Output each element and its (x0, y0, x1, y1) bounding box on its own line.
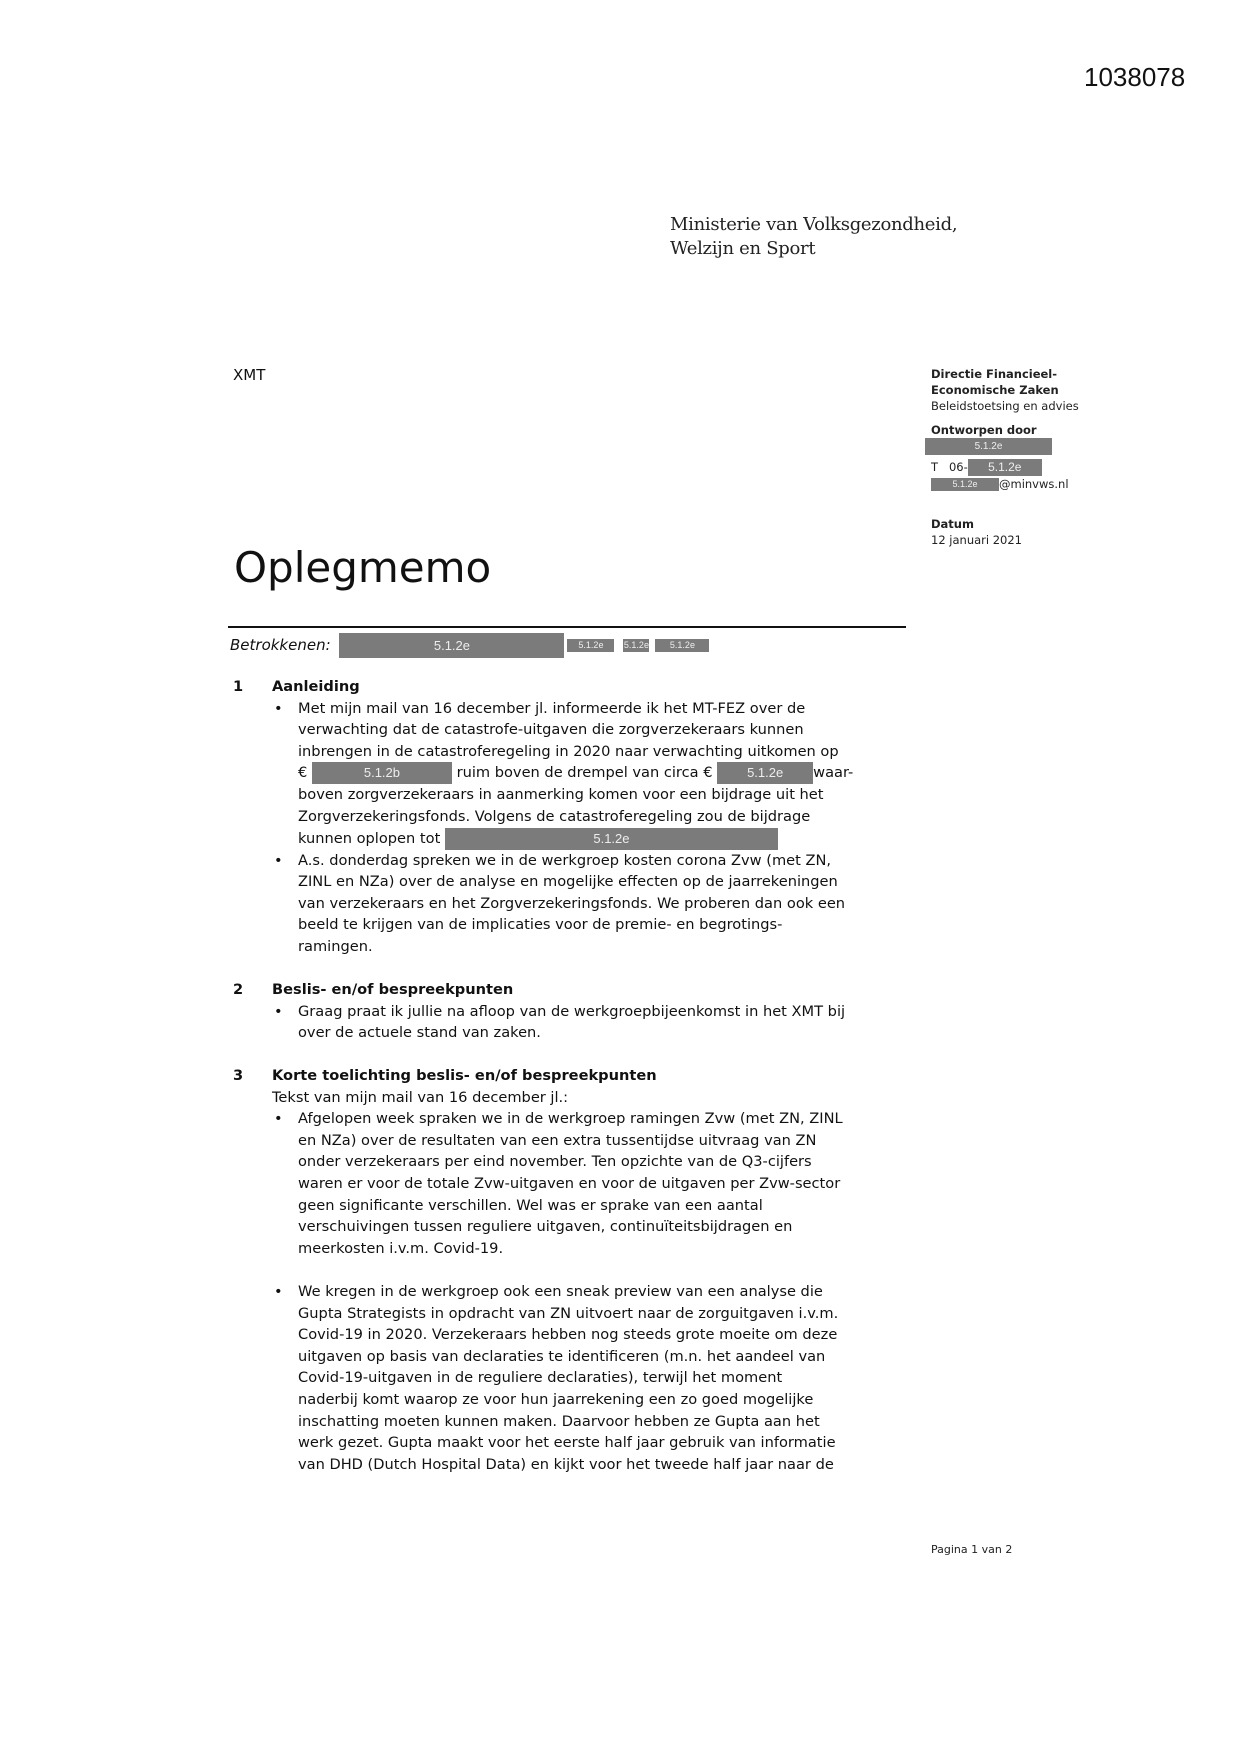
title-divider (228, 626, 906, 628)
text-span: Graag praat ik jullie na afloop van de werkgroepbijeenkomst in het XMT bij (298, 1002, 846, 1020)
text-line (298, 806, 853, 828)
text-span: verschuivingen tussen reguliere uitgaven, continuïteitsbijdragen en (298, 1218, 793, 1236)
bullet-item (274, 1108, 843, 1259)
text-span: ruim boven de drempel van circa € (451, 764, 718, 782)
bullet-icon: • (274, 1110, 283, 1128)
text-line (298, 698, 853, 720)
text-span: van DHD (Dutch Hospital Data) en kijkt voor het tweede half jaar naar de (298, 1455, 834, 1473)
text-line (298, 828, 853, 850)
unit: Beleidstoetsing en advies (931, 399, 1079, 413)
text-line (298, 1173, 843, 1195)
text-line (298, 1001, 845, 1023)
section-2 (233, 979, 845, 1044)
text-line (298, 1389, 843, 1411)
text-span: boven zorgverzekeraars in aanmerking komen voor een bijdrage uit het (298, 786, 824, 804)
redaction: 5.1.2e (925, 438, 1052, 455)
redaction: 5.1.2e (339, 633, 564, 658)
text-line (298, 1108, 843, 1130)
text-span: inschatting moeten kunnen maken. Daarvoor hebben ze Gupta aan het (298, 1412, 820, 1430)
text-span: over de actuele stand van zaken. (298, 1024, 541, 1042)
phone-prefix: T 06- (931, 460, 968, 474)
ministry-name-line2: Welzijn en Sport (670, 238, 816, 259)
section-3 (233, 1065, 843, 1475)
department-line1: Directie Financieel- (931, 367, 1058, 381)
text-line (298, 762, 853, 784)
document-number: 1038078 (1084, 62, 1186, 92)
text-span: Covid-19 in 2020. Verzekeraars hebben nog steeds grote moeite om deze (298, 1326, 838, 1344)
redaction: 5.1.2e (655, 639, 709, 652)
text-span: uitgaven op basis van declaraties te identificeren (m.n. het aandeel van (298, 1347, 826, 1365)
text-line (298, 1411, 843, 1433)
text-span: kunnen oplopen tot (298, 829, 445, 847)
section-number: 3 (233, 1067, 244, 1084)
text-line (298, 1130, 843, 1152)
text-line (298, 893, 853, 915)
text-line (298, 1151, 843, 1173)
section-number: 2 (233, 981, 244, 998)
text-line (298, 741, 853, 763)
redaction: 5.1.2e (567, 639, 614, 652)
text-span: ramingen. (298, 937, 373, 955)
involved-line (230, 633, 709, 658)
date-label: Datum (931, 517, 974, 531)
text-span: werk gezet. Gupta maakt voor het eerste half jaar gebruik van informatie (298, 1434, 836, 1452)
involved-label: Betrokkenen: (230, 636, 331, 654)
text-span: waar- (813, 764, 854, 782)
section-1 (233, 676, 853, 958)
text-line (298, 871, 853, 893)
text-line (298, 1195, 843, 1217)
department-line2: Economische Zaken (931, 383, 1059, 397)
text-span: Covid-19-uitgaven in de reguliere declaraties), terwijl het moment (298, 1369, 783, 1387)
text-line (298, 850, 853, 872)
email-line (931, 476, 1079, 492)
page-title: Oplegmemo (234, 543, 492, 592)
redaction: 5.1.2e (717, 762, 813, 784)
text-line (298, 1367, 843, 1389)
text-line (298, 936, 853, 958)
text-line (298, 1346, 843, 1368)
text-span: We kregen in de werkgroep ook een sneak preview van een analyse die (298, 1282, 823, 1300)
text-span: Gupta Strategists in opdracht van ZN uitvoert naar de zorguitgaven i.v.m. (298, 1304, 839, 1322)
section-heading: Korte toelichting beslis- en/of bespreekpunten (272, 1067, 657, 1084)
bullet-item (274, 1281, 843, 1475)
date-value: 12 januari 2021 (931, 533, 1023, 547)
text-span: Afgelopen week spraken we in de werkgroep ramingen Zvw (met ZN, ZINL (298, 1110, 843, 1128)
page-number: Pagina 1 van 2 (931, 1543, 1013, 1556)
text-span: naderbij komt waarop ze voor hun jaarrekening een zo goed mogelijke (298, 1390, 814, 1408)
text-span: Zorgverzekeringsfonds. Volgens de catastroferegeling zou de bijdrage (298, 807, 811, 825)
text-span: € (298, 764, 312, 782)
bullet-item (274, 850, 853, 958)
text-span: van verzekeraars en het Zorgverzekeringsfonds. We proberen dan ook een (298, 894, 846, 912)
text-span: waren er voor de totale Zvw-uitgaven en voor de uitgaven per Zvw-sector (298, 1174, 841, 1192)
text-span: geen significante verschillen. Wel was er sprake van een aantal (298, 1196, 763, 1214)
text-line (298, 1022, 845, 1044)
bullet-icon: • (274, 699, 283, 717)
text-span: inbrengen in de catastroferegeling in 2020 naar verwachting uitkomen op (298, 742, 839, 760)
text-span: beeld te krijgen van de implicaties voor de premie- en begrotings- (298, 916, 783, 934)
text-span: ZINL en NZa) over de analyse en mogelijke effecten op de jaarrekeningen (298, 873, 838, 891)
redaction: 5.1.2e (931, 478, 999, 491)
text-line (298, 1238, 843, 1260)
sender-info (931, 366, 1079, 548)
text-line (298, 719, 853, 741)
redaction: 5.1.2e (445, 828, 778, 850)
section-heading: Aanleiding (272, 678, 360, 695)
text-line (298, 1432, 843, 1454)
bullet-item (274, 698, 854, 850)
email-suffix: @minvws.nl (999, 477, 1069, 491)
text-line (298, 1281, 843, 1303)
redaction: 5.1.2e (968, 459, 1042, 476)
text-line (298, 1303, 843, 1325)
bullet-item (274, 1001, 846, 1044)
text-span: onder verzekeraars per eind november. Ten opzichte van de Q3-cijfers (298, 1153, 812, 1171)
bullet-icon: • (274, 851, 283, 869)
section-intro: Tekst van mijn mail van 16 december jl.: (272, 1088, 569, 1106)
text-line (298, 784, 853, 806)
text-span: Met mijn mail van 16 december jl. informeerde ik het MT-FEZ over de (298, 699, 806, 717)
bullet-icon: • (274, 1282, 283, 1300)
text-span: meerkosten i.v.m. Covid-19. (298, 1239, 504, 1257)
text-span: verwachting dat de catastrofe-uitgaven die zorgverzekeraars kunnen (298, 721, 804, 739)
text-span: en NZa) over de resultaten van een extra tussentijdse uitvraag van ZN (298, 1131, 817, 1149)
text-line (298, 914, 853, 936)
text-line (298, 1216, 843, 1238)
text-span: A.s. donderdag spreken we in de werkgroep kosten corona Zvw (met ZN, (298, 851, 832, 869)
bullet-icon: • (274, 1002, 283, 1020)
section-heading: Beslis- en/of bespreekpunten (272, 981, 514, 998)
section-number: 1 (233, 678, 244, 695)
redaction: 5.1.2b (312, 762, 452, 784)
text-line (298, 1454, 843, 1476)
phone-line (931, 459, 1079, 476)
redaction: 5.1.2e (623, 640, 649, 650)
ministry-logo-text (670, 213, 957, 261)
designed-by-label: Ontworpen door (931, 423, 1037, 437)
addressee: XMT (233, 366, 266, 384)
ministry-name-line1: Ministerie van Volksgezondheid, (670, 214, 958, 235)
text-line (298, 1324, 843, 1346)
